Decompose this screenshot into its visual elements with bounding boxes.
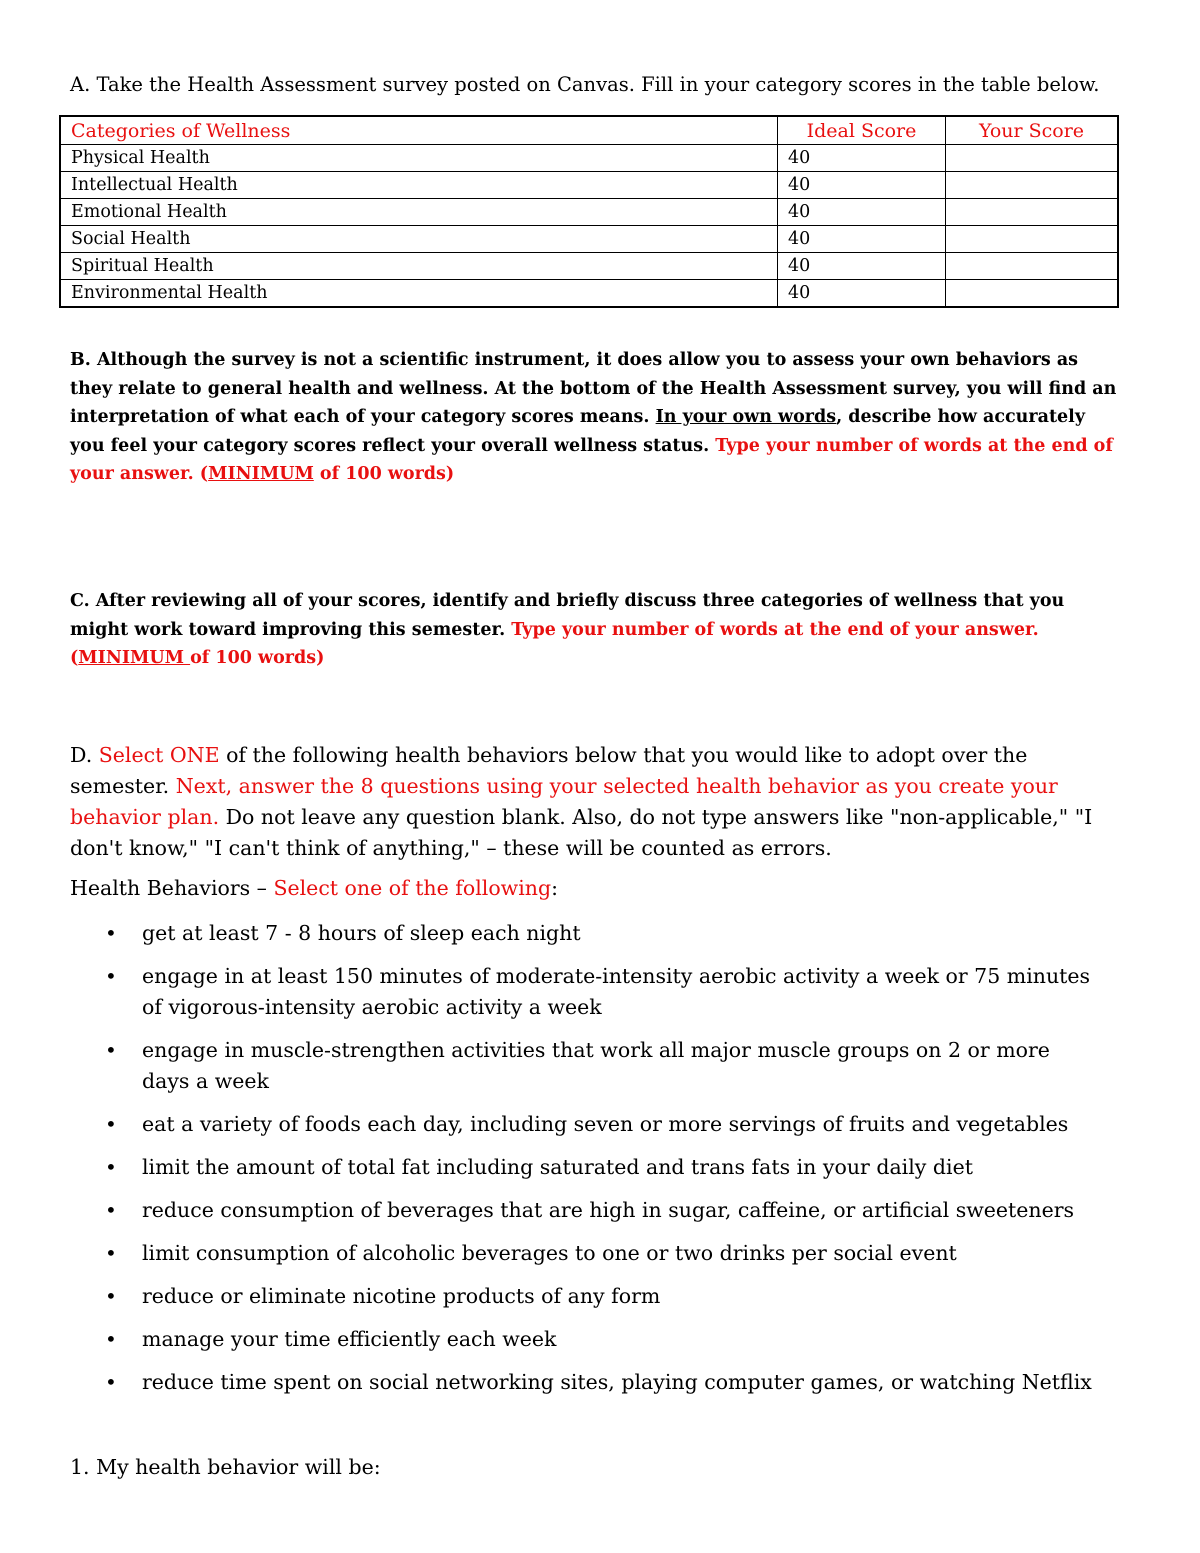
list-item-text: manage your time efficiently each week [142,1327,557,1351]
question-1-text: 1. My health behavior will be: [70,1455,381,1479]
health-behaviors-colon: : [551,876,559,900]
table-header-row [60,116,1118,145]
section-d-prompt [70,740,1130,864]
list-item-text: reduce time spent on social networking sites, playing computer games, or watching Netflix [142,1370,1092,1394]
header-your-score: Your Score [946,116,1119,145]
header-categories: Categories of Wellness [60,116,778,145]
list-item-text: reduce or eliminate nicotine products of any form [142,1284,661,1308]
table-row [60,172,1118,199]
category-cell: Physical Health [60,145,778,172]
section-d-text-2: Do not leave any question blank. Also, do not type answers like "non-applicable," "I don't know," "I can't think of anything," – these will be counted as errors. [70,805,1093,860]
your-score-cell[interactable] [946,226,1119,253]
category-cell: Social Health [60,226,778,253]
table-row [60,199,1118,226]
your-score-cell[interactable] [946,145,1119,172]
list-item-text: limit consumption of alcoholic beverages to one or two drinks per social event [142,1241,957,1265]
section-b-underlined: In your own words [655,407,837,427]
list-item-text: reduce consumption of beverages that are high in sugar, caffeine, or artificial sweeteners [142,1198,1075,1222]
section-a-text: A. Take the Health Assessment survey posted on Canvas. Fill in your category scores in the table below. [70,73,1100,96]
table-row [60,253,1118,280]
section-d-select-one: Select ONE [98,743,220,767]
bullet-icon: • [105,921,117,945]
bullet-icon: • [105,1112,117,1136]
ideal-score-cell: 40 [778,280,946,308]
section-c-word-count-note: Type your number of words at the end of your answer. ( [70,619,1039,668]
list-item [105,1238,1095,1269]
bullet-icon: • [105,1198,117,1222]
list-item [105,1324,1095,1355]
table-row [60,280,1118,308]
section-d-next-instruction: Next, answer the 8 questions using your selected health behavior as you create your behavior plan. [70,774,1058,829]
list-item-text: engage in muscle-strengthen activities that work all major muscle groups on 2 or more days a week [142,1038,1050,1093]
bullet-icon: • [105,1284,117,1308]
category-cell: Spiritual Health [60,253,778,280]
header-ideal-score: Ideal Score [778,116,946,145]
your-score-cell[interactable] [946,280,1119,308]
ideal-score-cell: 40 [778,145,946,172]
category-cell: Intellectual Health [60,172,778,199]
your-score-cell[interactable] [946,172,1119,199]
section-b-text-2: , describe how accurately you feel your category scores reflect your overall wellness status. [70,407,1085,456]
health-behaviors-heading [70,876,558,900]
ideal-score-cell: 40 [778,172,946,199]
section-b-word-count-end: of 100 words) [313,464,455,484]
section-c-word-count-end: of 100 words) [190,648,325,668]
section-b-word-count-note: Type your number of words at the end of your answer. ( [70,435,1113,484]
list-item [105,918,1095,949]
list-item [105,1109,1095,1140]
list-item [105,1152,1095,1183]
list-item-text: eat a variety of foods each day, including seven or more servings of fruits and vegetables [142,1112,1069,1136]
list-item-text: engage in at least 150 minutes of moderate-intensity aerobic activity a week or 75 minutes of vigorous-intensity aerobic activity a week [142,964,1091,1019]
section-c-text-1: C. After reviewing all of your scores, identify and briefly discuss three categories of wellness that you might work toward improving this semester. [70,591,1065,640]
list-item [105,1281,1095,1312]
section-c-minimum: MINIMUM [78,648,191,668]
health-behaviors-select-one: Select one of the following [273,876,552,900]
section-b-text-1: B. Although the survey is not a scientific instrument, it does allow you to assess your own behaviors as they relate to general health and wellness. At the bottom of the Health Assessment survey, you will find an interpretation of what each of your category scores means. [70,350,1117,427]
list-item-text: limit the amount of total fat including saturated and trans fats in your daily diet [142,1155,973,1179]
your-score-cell[interactable] [946,253,1119,280]
health-behaviors-heading-text: Health Behaviors – [70,876,274,900]
bullet-icon: • [105,1370,117,1394]
table-row [60,226,1118,253]
ideal-score-cell: 40 [778,253,946,280]
table-row [60,145,1118,172]
section-c-prompt [70,587,1125,673]
ideal-score-cell: 40 [778,226,946,253]
bullet-icon: • [105,1155,117,1179]
bullet-icon: • [105,1038,117,1062]
section-a-instruction [70,73,1099,96]
section-b-minimum: MINIMUM [208,464,314,484]
list-item [105,1195,1095,1226]
bullet-icon: • [105,1327,117,1351]
bullet-icon: • [105,1241,117,1265]
ideal-score-cell: 40 [778,199,946,226]
category-cell: Environmental Health [60,280,778,308]
list-item [105,1035,1095,1097]
section-b-prompt [70,346,1125,489]
category-cell: Emotional Health [60,199,778,226]
health-behaviors-list [105,918,1095,1410]
bullet-icon: • [105,964,117,988]
wellness-score-table [59,115,1119,308]
your-score-cell[interactable] [946,199,1119,226]
section-d-text-1: of the following health behaviors below that you would like to adopt over the semester. [70,743,1028,798]
question-1 [70,1455,381,1479]
section-d-label: D. [70,743,99,767]
list-item [105,1367,1095,1398]
list-item-text: get at least 7 - 8 hours of sleep each night [142,921,581,945]
list-item [105,961,1095,1023]
